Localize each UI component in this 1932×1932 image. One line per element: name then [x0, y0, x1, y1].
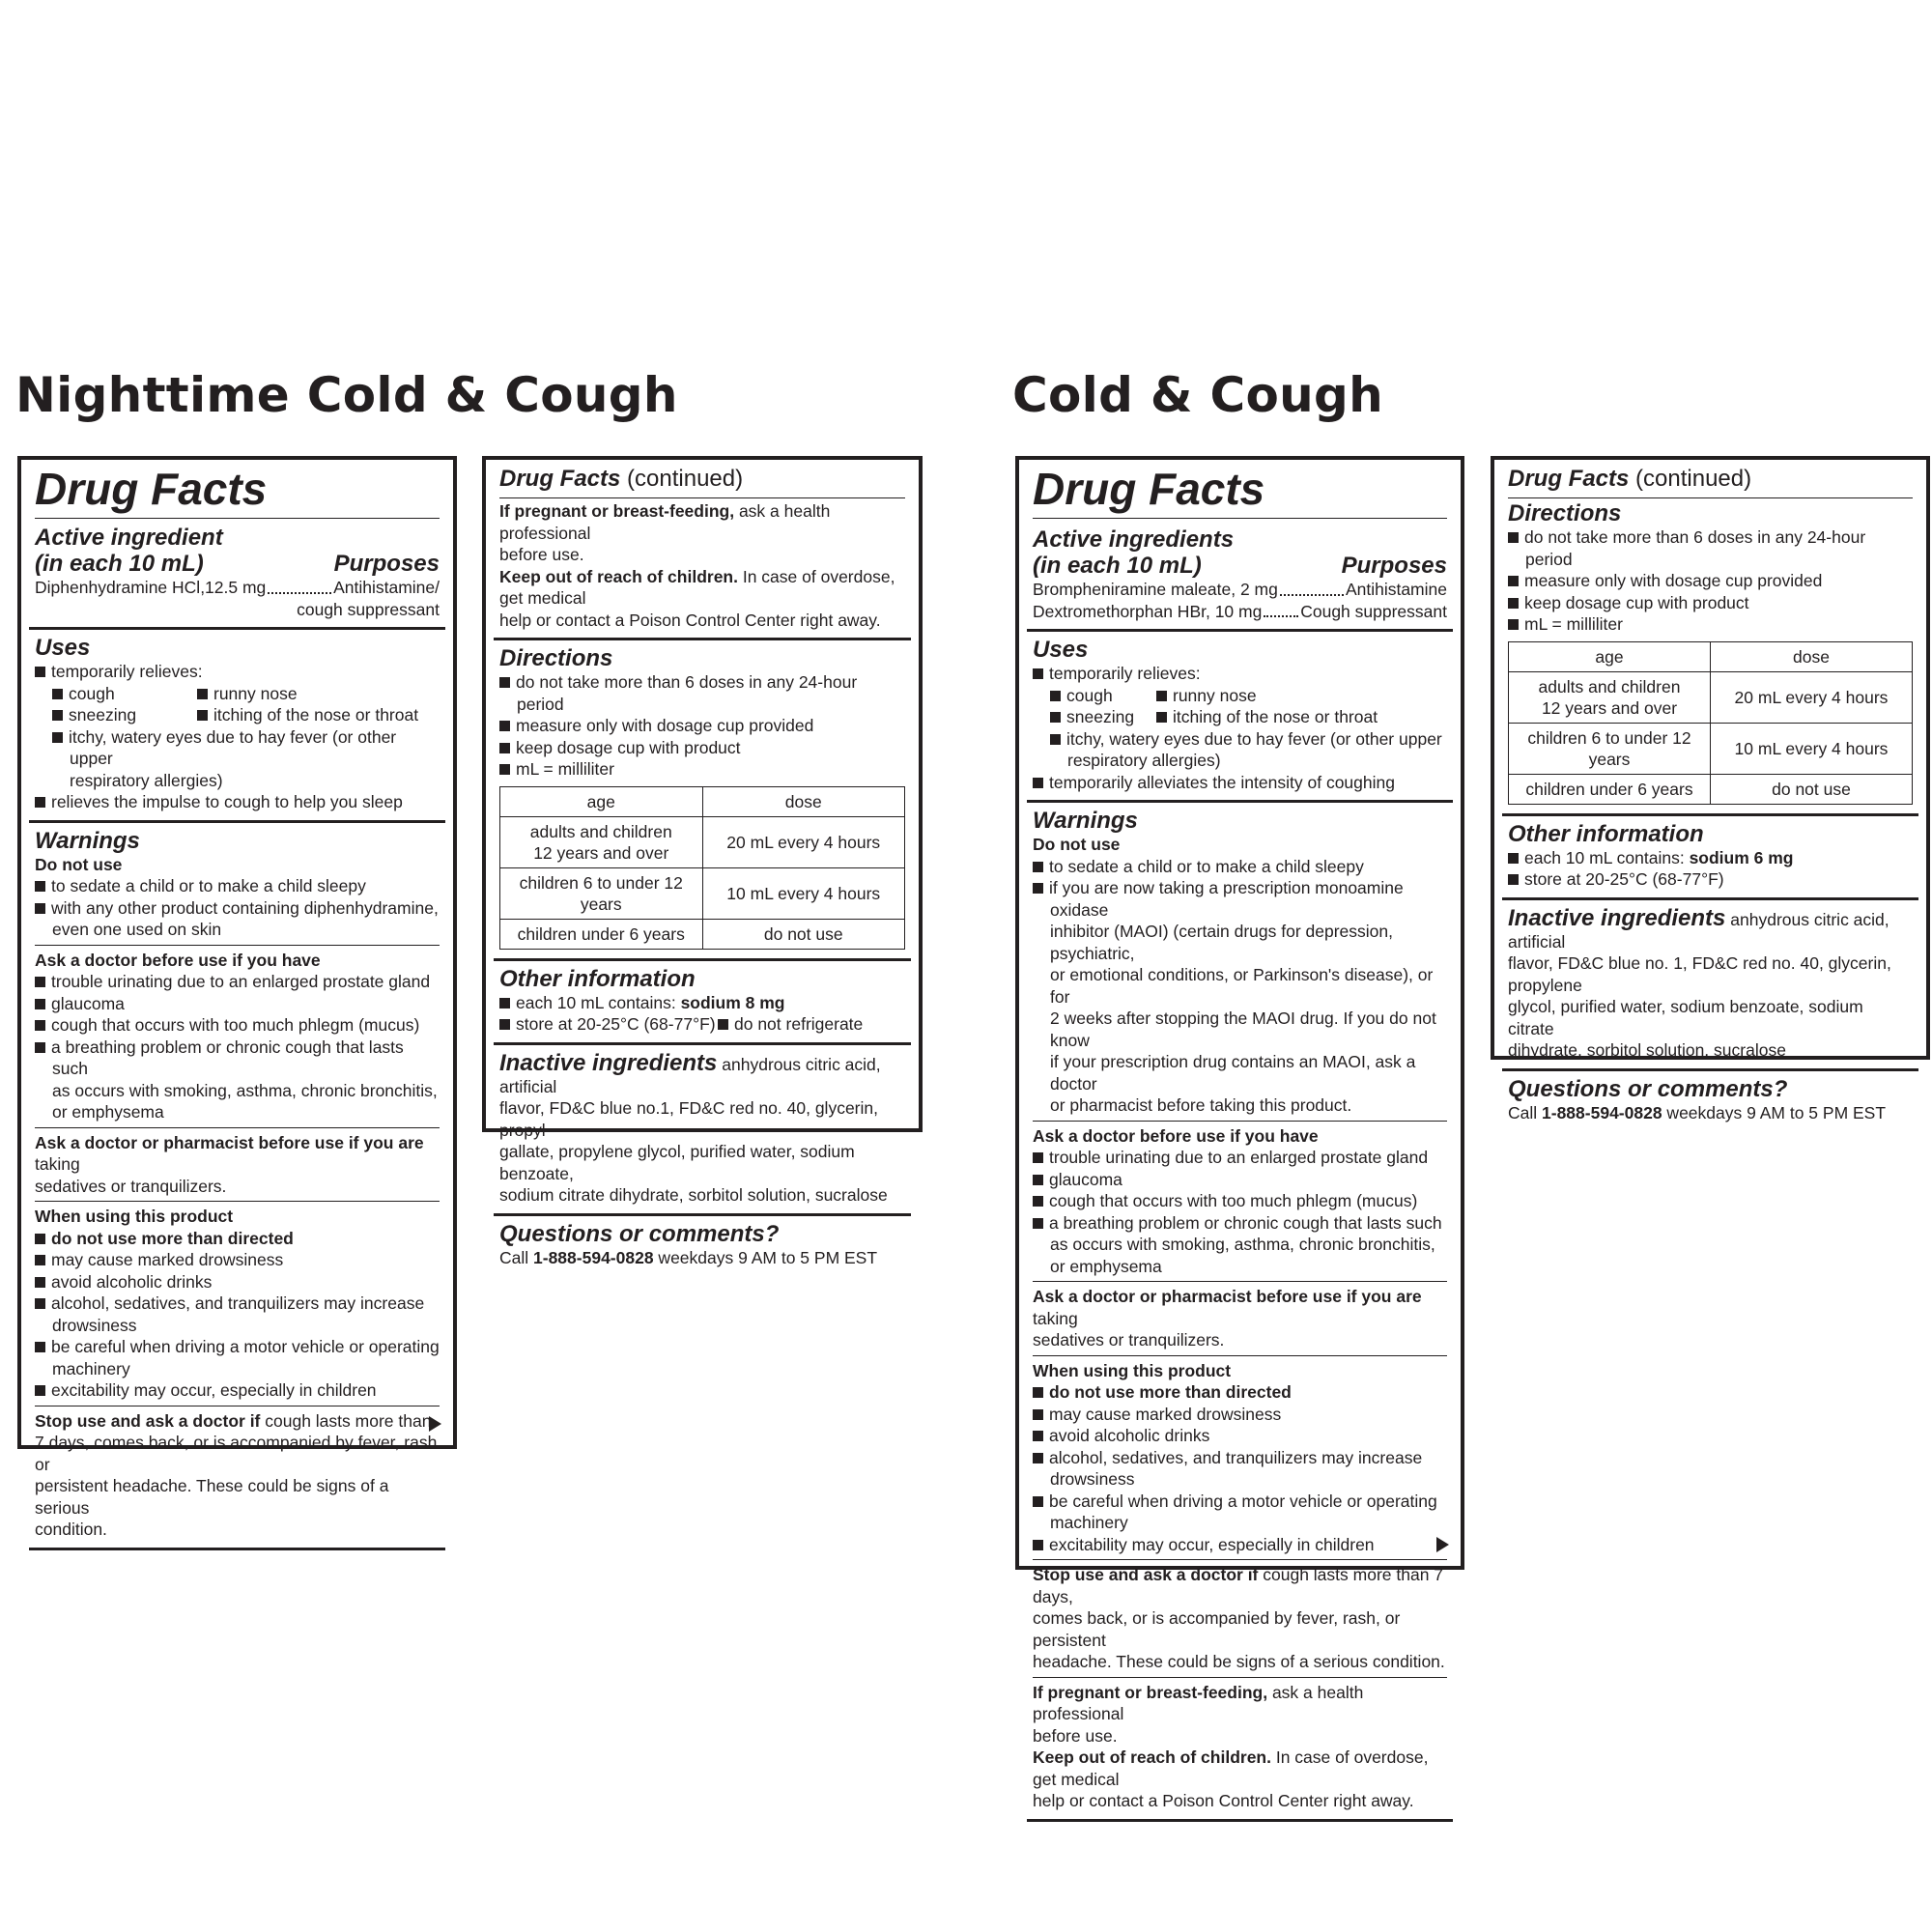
table-row — [500, 786, 905, 816]
bullet-icon — [499, 677, 510, 688]
table-row — [1509, 641, 1913, 671]
coldcough-uses-section — [1027, 632, 1453, 803]
list-item: do not take more than 6 doses in any 24-hour period — [516, 672, 858, 714]
inactive-text-cont: sodium citrate dihydrate, sorbitol solution, sucralose — [499, 1185, 888, 1205]
table-cell-dose: do not use — [1711, 774, 1913, 804]
dosage-table — [1508, 641, 1913, 805]
pregnant-text-cont: before use. — [499, 545, 584, 564]
list-item-cont: even one used on skin — [52, 920, 222, 939]
list-item: a breathing problem or chronic cough that lasts such — [1049, 1212, 1442, 1233]
inactive-text-cont: flavor, FD&C blue no. 1, FD&C red no. 40, glycerin, propylene — [1508, 953, 1891, 995]
list-item: measure only with dosage cup provided — [1524, 571, 1823, 590]
bullet-icon — [1508, 532, 1519, 543]
bullet-icon — [1508, 874, 1519, 885]
list-item: do not take more than 6 doses in any 24-hour period — [1524, 527, 1866, 569]
sodium-value: sodium 8 mg — [675, 992, 785, 1012]
bullet-icon — [1156, 691, 1167, 701]
bullet-icon — [499, 743, 510, 753]
inactive-text-cont: dihydrate, sorbitol solution, sucralose — [1508, 1040, 1786, 1060]
inactive-text-cont: gallate, propylene glycol, purified water, sodium benzoate, — [499, 1142, 855, 1183]
inactive-text-cont: flavor, FD&C blue no.1, FD&C red no. 40, glycerin, propyl — [499, 1098, 878, 1140]
list-item: sneezing — [1066, 707, 1135, 726]
bullet-icon — [35, 881, 45, 892]
nighttime-other-info-section — [494, 961, 911, 1045]
pregnant-text: ask a health professional — [499, 501, 831, 543]
stop-use-heading: Stop use and ask a doctor if — [35, 1410, 261, 1431]
list-item: measure only with dosage cup provided — [516, 716, 814, 735]
pregnant-heading: If pregnant or breast-feeding, — [499, 501, 735, 521]
list-item-cont: drowsiness — [52, 1315, 137, 1335]
list-item: itching of the nose or throat — [213, 705, 419, 724]
bullet-icon — [499, 998, 510, 1009]
list-item-cont: respiratory allergies) — [70, 770, 223, 790]
call-label: Call — [499, 1247, 534, 1267]
inactive-heading: Inactive ingredients — [499, 1049, 718, 1076]
list-item: do not use more than directed — [1049, 1382, 1292, 1402]
coldcough-continued-panel — [1491, 456, 1930, 1122]
list-item: itchy, watery eyes due to hay fever (or other upper — [69, 726, 397, 768]
nighttime-drug-facts-panel — [17, 456, 457, 1539]
list-item: glaucoma — [51, 993, 125, 1013]
coldcough-directions-section — [1502, 460, 1918, 816]
list-item: may cause marked drowsiness — [51, 1250, 284, 1269]
table-cell-age — [500, 816, 703, 867]
list-item: if you are now taking a prescription monoamine oxidase — [1049, 878, 1404, 920]
keep-out-heading: Keep out of reach of children. — [1033, 1747, 1271, 1767]
do-not-use-heading: Do not use — [35, 854, 123, 874]
keep-out-text-cont: help or contact a Poison Control Center right away. — [499, 610, 881, 630]
list-item: temporarily relieves: — [1049, 664, 1201, 683]
nighttime-inactive-section — [494, 1045, 911, 1216]
bullet-icon — [1033, 1387, 1043, 1398]
other-info-heading: Other information — [499, 965, 696, 992]
table-row — [1509, 774, 1913, 804]
list-item: alcohol, sedatives, and tranquilizers may increase — [51, 1293, 425, 1313]
drug-facts-heading: Drug Facts — [1033, 460, 1447, 519]
bullet-icon — [35, 1255, 45, 1265]
list-item: runny nose — [1173, 685, 1257, 705]
list-item: cough that occurs with too much phlegm (mucus) — [51, 1015, 420, 1035]
purposes-heading: Purposes — [1341, 553, 1447, 579]
bullet-icon — [52, 710, 63, 721]
do-not-use-heading: Do not use — [1033, 835, 1121, 854]
bullet-icon — [1050, 734, 1061, 745]
phone-number: 1-888-594-0828 — [1542, 1102, 1662, 1122]
bullet-icon — [1508, 853, 1519, 864]
bullet-icon — [35, 1020, 45, 1031]
list-item: alcohol, sedatives, and tranquilizers may increase drowsiness — [1049, 1447, 1423, 1489]
list-item: itching of the nose or throat — [1173, 707, 1378, 726]
coldcough-warnings-section — [1027, 803, 1453, 1822]
bullet-icon — [499, 721, 510, 731]
bullet-icon — [1033, 1431, 1043, 1441]
uses-heading: Uses — [35, 635, 91, 661]
list-item: be careful when driving a motor vehicle or operating machinery — [1049, 1491, 1437, 1532]
directions-heading: Directions — [499, 645, 613, 671]
continue-arrow-icon — [1436, 1537, 1449, 1552]
dot-leader — [1264, 615, 1298, 617]
coldcough-inactive-section — [1502, 900, 1918, 1071]
ingredient-name: Diphenhydramine HCl,12.5 mg — [35, 578, 267, 597]
bullet-icon — [35, 1385, 45, 1396]
call-hours: weekdays 9 AM to 5 PM EST — [653, 1247, 878, 1267]
table-cell-dose: 10 mL every 4 hours — [702, 867, 905, 919]
bullet-icon — [1033, 862, 1043, 872]
coldcough-other-info-section — [1502, 816, 1918, 900]
list-item: do not refrigerate — [734, 1014, 864, 1034]
ask-pharmacist-heading: Ask a doctor or pharmacist before use if you are — [1033, 1287, 1422, 1306]
bullet-icon — [1508, 576, 1519, 586]
phone-number: 1-888-594-0828 — [533, 1247, 654, 1267]
list-item: temporarily alleviates the intensity of coughing — [1049, 772, 1395, 792]
table-cell-dose: 20 mL every 4 hours — [702, 816, 905, 867]
coldcough-drug-facts-panel — [1015, 456, 1464, 1810]
list-item: avoid alcoholic drinks — [1049, 1426, 1210, 1445]
table-header-dose: dose — [702, 786, 905, 816]
list-item: excitability may occur, especially in children — [51, 1380, 377, 1400]
call-hours: weekdays 9 AM to 5 PM EST — [1662, 1102, 1887, 1122]
bullet-icon — [1033, 778, 1043, 788]
list-item: do not use more than directed — [51, 1228, 294, 1248]
list-item: store at 20-25°C (68-77°F) — [1524, 869, 1724, 889]
list-item: to sedate a child or to make a child sleepy — [1049, 856, 1364, 876]
table-header-age: age — [1509, 641, 1711, 671]
list-item: cough that occurs with too much phlegm (mucus) — [1049, 1191, 1418, 1210]
nighttime-active-section — [29, 460, 445, 630]
list-item: itchy, watery eyes due to hay fever (or other upper — [1066, 728, 1442, 749]
list-item: excitability may occur, especially in children — [1049, 1534, 1375, 1554]
call-label: Call — [1508, 1102, 1543, 1122]
list-item-cont: machinery — [52, 1358, 130, 1378]
bullet-icon — [197, 689, 208, 699]
table-cell-dose: 10 mL every 4 hours — [1711, 723, 1913, 774]
when-using-heading: When using this product — [35, 1207, 234, 1226]
bullet-icon — [1050, 691, 1061, 701]
bullet-icon — [35, 999, 45, 1009]
age-line: adults and children — [1538, 676, 1681, 696]
uses-heading: Uses — [1033, 637, 1089, 663]
list-item: each 10 mL contains: — [516, 992, 676, 1012]
dosage-table — [499, 786, 905, 950]
nighttime-uses-section — [29, 630, 445, 823]
pregnant-text-cont: before use. — [1033, 1725, 1118, 1746]
list-item-cont: if your prescription drug contains an MAOI, ask a doctor — [1050, 1052, 1416, 1094]
table-header-dose: dose — [1711, 641, 1913, 671]
table-cell-age: children under 6 years — [1509, 774, 1711, 804]
list-item-cont: inhibitor (MAOI) (certain drugs for depression, psychiatric, — [1050, 922, 1393, 963]
coldcough-active-section — [1027, 460, 1453, 632]
ask-pharmacist-text-cont: sedatives or tranquilizers. — [1033, 1330, 1225, 1350]
list-item: temporarily relieves: — [51, 662, 203, 681]
nighttime-directions-section — [494, 640, 911, 961]
table-cell-age: children under 6 years — [500, 919, 703, 949]
table-row — [500, 816, 905, 867]
list-item: store at 20-25°C (68-77°F) — [516, 1014, 716, 1034]
bullet-icon — [1033, 1453, 1043, 1463]
bullet-icon — [1156, 712, 1167, 723]
nighttime-title: Nighttime Cold & Cough — [15, 367, 678, 423]
keep-out-text-cont: help or contact a Poison Control Center right away. — [1033, 1791, 1414, 1810]
bullet-icon — [35, 797, 45, 808]
ask-doctor-heading: Ask a doctor before use if you have — [1033, 1125, 1319, 1146]
bullet-icon — [1050, 712, 1061, 723]
stop-use-text: cough lasts more than — [260, 1410, 432, 1431]
age-line: adults and children — [529, 821, 672, 841]
bullet-icon — [35, 667, 45, 677]
list-item: cough — [1066, 685, 1113, 705]
ingredient-purpose: Antihistamine/ — [333, 578, 440, 597]
keep-out-heading: Keep out of reach of children. — [499, 566, 738, 586]
bullet-icon — [499, 1019, 510, 1030]
list-item: cough — [69, 683, 115, 703]
sodium-value: sodium 6 mg — [1684, 847, 1794, 867]
table-cell-age: children 6 to under 12 years — [500, 867, 703, 919]
warnings-heading: Warnings — [35, 827, 140, 854]
age-line: 12 years and over — [533, 842, 669, 863]
nighttime-continued-section — [494, 460, 911, 640]
ask-pharmacist-text-cont: sedatives or tranquilizers. — [35, 1176, 227, 1196]
bullet-icon — [1033, 1152, 1043, 1163]
inactive-text: anhydrous citric acid, artificial — [1508, 909, 1889, 952]
bullet-icon — [1033, 1409, 1043, 1420]
list-item: keep dosage cup with product — [1524, 592, 1749, 612]
bullet-icon — [1033, 668, 1043, 679]
bullet-icon — [499, 764, 510, 775]
questions-heading: Questions or comments? — [499, 1220, 780, 1247]
bullet-icon — [35, 903, 45, 914]
list-item-cont: 2 weeks after stopping the MAOI drug. If you do not know — [1050, 1009, 1436, 1050]
pregnant-heading: If pregnant or breast-feeding, — [1033, 1682, 1268, 1702]
pregnant-text: ask a health professional — [1033, 1682, 1364, 1723]
table-row — [500, 867, 905, 919]
continue-arrow-icon — [429, 1416, 441, 1432]
list-item: be careful when driving a motor vehicle or operating — [51, 1337, 440, 1356]
bullet-icon — [35, 1298, 45, 1309]
bullet-icon — [35, 977, 45, 987]
table-row — [1509, 723, 1913, 774]
ask-pharmacist-heading: Ask a doctor or pharmacist before use if you are — [35, 1132, 424, 1152]
bullet-icon — [1033, 1496, 1043, 1507]
stop-use-text-cont: 7 days, comes back, or is accompanied by fever, rash or — [35, 1433, 438, 1474]
table-cell-dose: do not use — [702, 919, 905, 949]
list-item: to sedate a child or to make a child sleepy — [51, 876, 366, 895]
list-item: runny nose — [213, 683, 298, 703]
inactive-text: anhydrous citric acid, artificial — [499, 1054, 881, 1096]
active-ingredients-subheading: (in each 10 mL) — [1033, 553, 1202, 579]
continued-label: (continued) — [620, 466, 744, 492]
bullet-icon — [35, 1277, 45, 1288]
list-item-cont: as occurs with smoking, asthma, chronic bronchitis, — [52, 1080, 438, 1100]
table-header-age: age — [500, 786, 703, 816]
bullet-icon — [718, 1019, 728, 1030]
drug-facts-heading: Drug Facts — [35, 460, 440, 519]
list-item: may cause marked drowsiness — [1049, 1404, 1282, 1424]
list-item: mL = milliliter — [1524, 614, 1623, 634]
inactive-heading: Inactive ingredients — [1508, 904, 1726, 931]
stop-use-heading: Stop use and ask a doctor if — [1033, 1565, 1259, 1584]
list-item-cont: or emotional conditions, or Parkinson's disease), or for — [1050, 965, 1434, 1007]
list-item-cont: as occurs with smoking, asthma, chronic bronchitis, — [1050, 1235, 1435, 1254]
bullet-icon — [197, 710, 208, 721]
list-item: glaucoma — [1049, 1169, 1122, 1189]
list-item: trouble urinating due to an enlarged prostate gland — [51, 972, 431, 991]
warnings-heading: Warnings — [1033, 808, 1138, 834]
dot-leader — [1280, 594, 1344, 596]
nighttime-warnings-section — [29, 823, 445, 1550]
list-item: mL = milliliter — [516, 759, 614, 779]
other-info-heading: Other information — [1508, 820, 1704, 847]
bullet-icon — [1033, 1218, 1043, 1229]
bullet-icon — [1508, 619, 1519, 630]
coldcough-title: Cold & Cough — [1012, 367, 1384, 423]
bullet-icon — [1033, 1175, 1043, 1185]
coldcough-questions-section — [1502, 1071, 1918, 1131]
list-item-cont: respiratory allergies) — [1067, 751, 1221, 770]
bullet-icon — [52, 689, 63, 699]
nighttime-questions-section — [494, 1216, 911, 1276]
table-cell-dose: 20 mL every 4 hours — [1711, 671, 1913, 723]
ingredient-purpose: Cough suppressant — [1300, 601, 1447, 621]
directions-heading: Directions — [1508, 500, 1622, 526]
table-row — [1509, 671, 1913, 723]
stop-use-text: cough lasts more than 7 days, — [1033, 1565, 1444, 1606]
ask-pharmacist-text: taking — [1033, 1308, 1078, 1328]
list-item: sneezing — [69, 705, 137, 724]
active-ingredient-subheading: (in each 10 mL) — [35, 551, 204, 577]
ingredient-purpose-cont: cough suppressant — [297, 599, 440, 619]
bullet-icon — [1033, 1196, 1043, 1207]
list-item: trouble urinating due to an enlarged prostate gland — [1049, 1148, 1429, 1167]
stop-use-text-cont: headache. These could be signs of a serious condition. — [1033, 1652, 1445, 1671]
list-item-cont: or emphysema — [52, 1102, 164, 1122]
when-using-heading: When using this product — [1033, 1360, 1232, 1380]
list-item: each 10 mL contains: — [1524, 847, 1685, 867]
age-line: 12 years and over — [1541, 697, 1678, 718]
ask-pharmacist-text: taking — [35, 1154, 80, 1174]
stop-use-text-cont: comes back, or is accompanied by fever, rash, or persistent — [1033, 1608, 1401, 1650]
stop-use-text-cont: condition. — [35, 1520, 107, 1539]
ingredient-name: Brompheniramine maleate, 2 mg — [1033, 580, 1278, 599]
active-ingredient-heading: Active ingredient — [35, 525, 223, 551]
list-item: relieves the impulse to cough to help you sleep — [51, 792, 403, 811]
active-ingredients-heading: Active ingredients — [1033, 526, 1235, 553]
bullet-icon — [35, 1342, 45, 1352]
keep-out-text: In case of overdose, get medical — [499, 566, 895, 608]
continued-heading: Drug Facts — [499, 466, 621, 492]
inactive-text-cont: glycol, purified water, sodium benzoate, sodium citrate — [1508, 997, 1863, 1038]
list-item: with any other product containing diphenhydramine, — [51, 897, 439, 918]
nighttime-continued-panel — [482, 456, 923, 1267]
purposes-heading: Purposes — [333, 551, 440, 577]
stop-use-text-cont: persistent headache. These could be signs of a serious — [35, 1476, 389, 1518]
ingredient-name: Dextromethorphan HBr, 10 mg — [1033, 601, 1263, 621]
dot-leader — [268, 592, 331, 594]
ask-doctor-heading: Ask a doctor before use if you have — [35, 950, 321, 970]
list-item: avoid alcoholic drinks — [51, 1271, 213, 1292]
list-item: a breathing problem or chronic cough that lasts such — [51, 1037, 404, 1078]
questions-heading: Questions or comments? — [1508, 1075, 1788, 1102]
bullet-icon — [35, 1234, 45, 1244]
list-item: keep dosage cup with product — [516, 737, 741, 757]
keep-out-text: In case of overdose, get medical — [1033, 1747, 1429, 1789]
continued-heading: Drug Facts — [1508, 466, 1630, 492]
ingredient-purpose: Antihistamine — [1345, 580, 1447, 599]
list-item-cont: or emphysema — [1050, 1256, 1162, 1276]
table-cell-age — [1509, 671, 1711, 723]
continued-label: (continued) — [1629, 466, 1752, 492]
bullet-icon — [1508, 598, 1519, 609]
bullet-icon — [1033, 1540, 1043, 1550]
list-item-cont: or pharmacist before taking this product. — [1050, 1095, 1352, 1115]
table-row — [500, 919, 905, 949]
table-cell-age: children 6 to under 12 years — [1509, 723, 1711, 774]
bullet-icon — [52, 732, 63, 743]
bullet-icon — [35, 1042, 45, 1053]
bullet-icon — [1033, 883, 1043, 894]
